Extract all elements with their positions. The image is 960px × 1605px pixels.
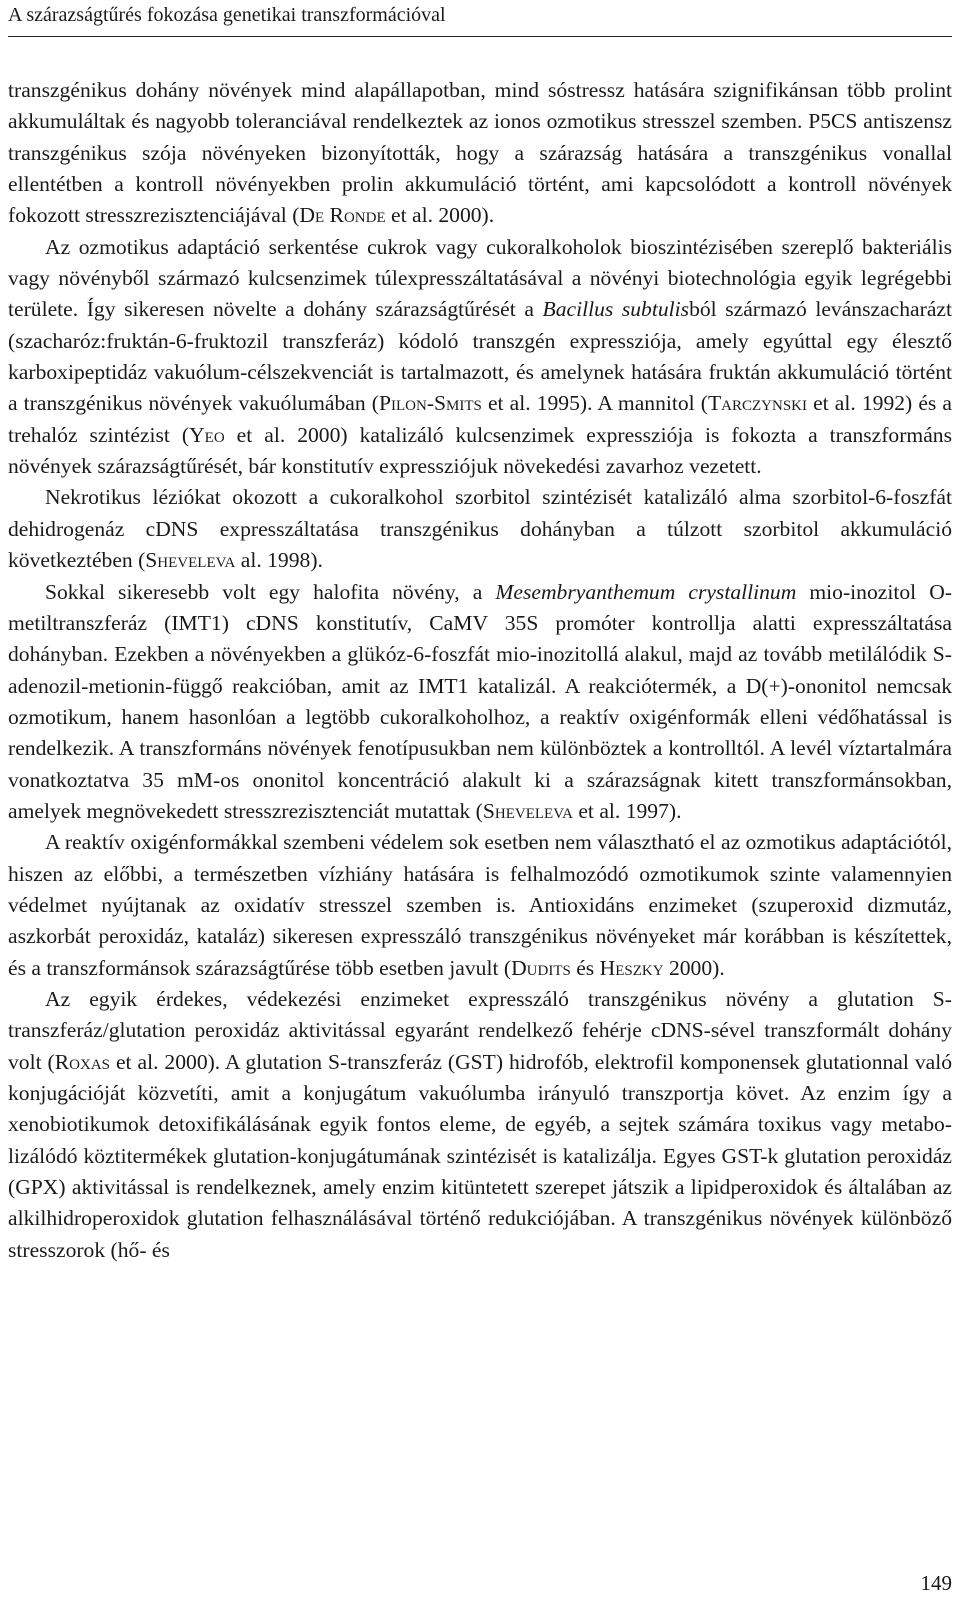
text-run: 2000).	[663, 955, 725, 980]
text-run: Nekrotikus léziókat okozott a cukoralkohol szorbitol szintézisét katalizáló alma szorbitol-6-foszfát dehidrogenáz cDNS expresszáltatása transzgénikus dohányban a túlzott szorbitol akkumuláció következtében (	[8, 485, 952, 573]
text-run: Az egyik érdekes, védekezési enzimeket expresszáló transzgénikus növény a glutation S-transzferáz/glutation peroxidáz aktivitással egyaránt rendelkező fehérje cDNS-sével transzformált dohány volt (	[8, 986, 952, 1074]
italic-term: Bacillus subtulis	[542, 297, 690, 322]
text-run: et al. 2000).	[385, 203, 495, 228]
paragraph	[8, 75, 952, 232]
text-run: A reaktív oxigénformákkal szembeni védelem sok esetben nem választható el az ozmotikus adaptációtól, hiszen az előbbi, a természetben vízhiány hatására is felhalmozódó ozmotikumok szinte valamennyien védelmet nyújtanak az oxidatív stresszel szemben is. Antioxidáns enzimeket (szuperoxid dizmutáz, aszkorbát peroxidáz, kataláz) sikeresen expresszáló transzgénikus növényeket már korábban is készítettek, és a transzformánsok szárazságtűrése több esetben javult (	[8, 830, 952, 980]
running-head-title: A szárazságtűrés fokozása genetikai transzformációval	[8, 4, 446, 26]
author-citation: Roxas	[54, 1049, 110, 1074]
text-run: ból származó levánszacharázt (szacharóz:fruktán-6-fruktozil transzferáz) kódoló transzgén expressziója, amely egyúttal egy élesztő karboxipeptidáz vakuólum-célszekvenciát is tartalmazott, és amelynek hatására fruktán akkumuláció történt a transzgénikus növények vakuólumában (	[8, 297, 953, 416]
paragraph	[8, 984, 952, 1266]
author-citation: Dudits	[511, 955, 571, 980]
paragraph	[8, 232, 952, 483]
text-run: et al. 1997).	[572, 798, 682, 823]
header-rule	[8, 36, 952, 37]
text-run: transzgénikus dohány növények mind alapállapotban, mind sóstressz hatására szignifikánsan több prolint akkumuláltak és nagyobb toleranciával rendelkeztek az ionos ozmotikus stresszel szemben. P5CS antiszensz transzgénikus szója növényeken bizonyították, hogy a szárazság hatására a transzgénikus vonallal ellentétben a kontroll növényekben prolin akkumuláció történt, ami kapcsolódott a kontroll növények fokozott stresszrezisztenciájával (	[8, 78, 952, 228]
text-run: mio-inozitol O-metiltranszferáz (IMT1) cDNS konstitutív, CaMV 35S promóter kontrollja alatti expresszáltatása dohányban. Ezekben a növényekben a glükóz-6-foszfát mio-inozitollá alakul, majd az tovább metilálódik S-adenozil-metionin-függő reakcióban, amit az IMT1 katalizál. A reakciótermék, a D(+)-ononitol nemcsak ozmotikum, hanem hasonlóan a legtöbb cukoralkoholhoz, a reaktív oxigénformák elleni védőhatással is rendelkezik. A transzformáns növények fenotípusukban nem különböztek a kontrolltól. A levél víztartalmára vonatkoztatva 35 mM-os ononitol koncentráció alakult ki a szárazságnak kitett transzformánsokban, amelyek megnövekedett stresszrezisztenciát mutattak (	[8, 579, 952, 823]
author-citation: De Ronde	[299, 203, 386, 228]
text-run: Az ozmotikus adaptáció serkentése cukrok vagy cukoralkoholok bioszintézisében szereplő bakteriális vagy növényből származó kulcsenzimek túlexpresszáltatásával a növényi biotechnológia egyik legrégebbi területe. Így sikeresen növelte a dohány szárazságtűrését a	[8, 234, 952, 322]
text-run: et al. 2000). A glutation S-transzferáz (GST) hidrofób, elektrofil komponensek glutationnal való konjugációját közvetíti, amit a konjugátum vakuólumba irányuló transzportja követ. Az enzim így a xenobiotikumok detoxifikálásának egyik fontos eleme, de egyéb, a sejtek számára toxikus vagy metabolizálódó köztitermékek glutation-konjugátumának szintézisét is katalizálja. Egyes GST-k glutation peroxidáz (GPX) aktivitással is rendelkeznek, amely enzim kitüntetett szerepet játszik a lipidperoxidok és általában az alkilhidroperoxidok glutation felhasználásával történő redukciójában. A transzgénikus növények különböző stresszorok (hő- és	[8, 1049, 953, 1262]
author-citation: Yeo	[189, 422, 225, 447]
italic-term: Mesembryanthemum crystallinum	[495, 579, 797, 604]
author-citation: Pilon-Smits	[378, 391, 482, 416]
paragraph	[8, 827, 952, 984]
author-citation: Heszky	[599, 955, 664, 980]
author-citation: Sheveleva	[145, 548, 236, 573]
text-run: al. 1998).	[235, 548, 323, 573]
author-citation: Tarczynski	[707, 391, 807, 416]
text-run: Sokkal sikeresebb volt egy halofita növény, a	[45, 579, 496, 604]
text-run: et al. 1992) és a trehalóz szintézist (	[8, 391, 953, 447]
text-run: és	[570, 955, 600, 980]
text-run: et al. 1995). A mannitol (	[481, 391, 708, 416]
author-citation: Sheveleva	[482, 798, 573, 823]
body-text	[8, 75, 952, 1266]
paragraph	[8, 577, 952, 828]
paragraph	[8, 482, 952, 576]
text-run: et al. 2000) katalizáló kulcsenzimek expressziója is fokozta a transzformáns növények szárazságtűrését, bár konstitutív expressziójuk növekedési zavarhoz vezetett.	[8, 422, 952, 479]
page-number: 149	[920, 1571, 952, 1595]
